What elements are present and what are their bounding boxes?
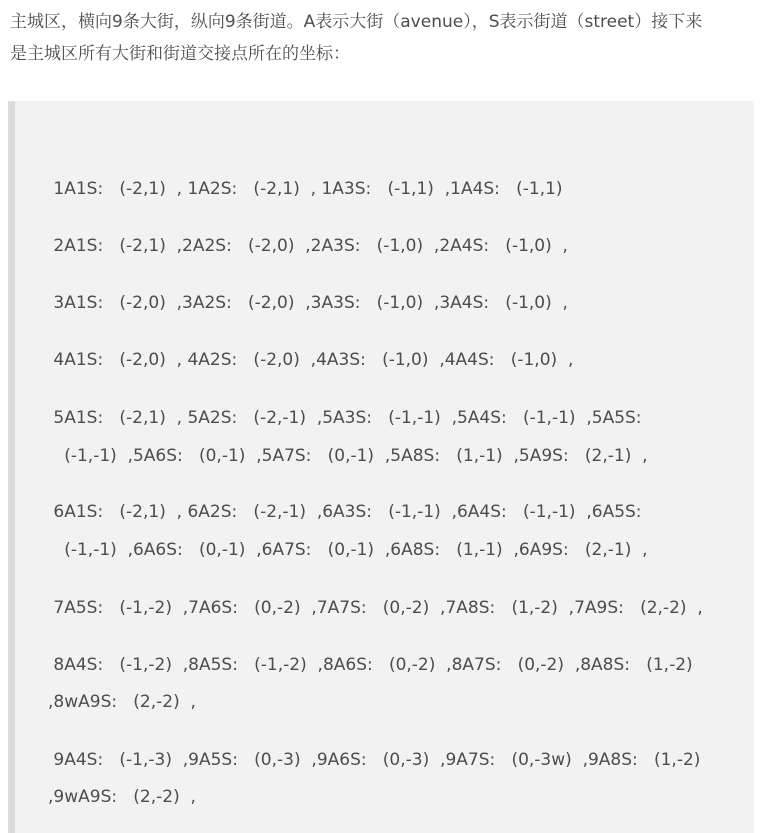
intro-paragraph (10, 6, 758, 70)
intro-line-2: 是主城区所有大街和街道交接点所在的坐标： (10, 44, 350, 64)
coordinate-line: 5A1S: (-2,1) , 5A2S: (-2,-1) ,5A3S: (-1,-1) ,5A4S: (-1,-1) ,5A5S: (48, 408, 642, 428)
coordinate-line: 4A1S: (-2,0) , 4A2S: (-2,0) ,4A3S: (-1,0) ,4A4S: (-1,0) , (48, 350, 574, 370)
coordinate-line: 9A4S: (-1,-3) ,9A5S: (0,-3) ,9A6S: (0,-3) ,9A7S: (0,-3w) ,9A8S: (1,-2) (48, 750, 701, 770)
coordinate-line: 1A1S: (-2,1) , 1A2S: (-2,1) , 1A3S: (-1,1) ,1A4S: (-1,1) (48, 179, 563, 199)
coordinate-line: 7A5S: (-1,-2) ,7A6S: (0,-2) ,7A7S: (0,-2) ,7A8S: (1,-2) ,7A9S: (2,-2) , (48, 598, 703, 618)
coordinate-line: ,8wA9S: (2,-2) , (48, 692, 196, 712)
coordinate-line: 8A4S: (-1,-2) ,8A5S: (-1,-2) ,8A6S: (0,-2) ,8A7S: (0,-2) ,8A8S: (1,-2) (48, 655, 693, 675)
coordinate-line: 3A1S: (-2,0) ,3A2S: (-2,0) ,3A3S: (-1,0) ,3A4S: (-1,0) , (48, 293, 568, 313)
coordinate-line: 6A1S: (-2,1) , 6A2S: (-2,-1) ,6A3S: (-1,-1) ,6A4S: (-1,-1) ,6A5S: (48, 502, 642, 522)
coordinate-line: 2A1S: (-2,1) ,2A2S: (-2,0) ,2A3S: (-1,0) ,2A4S: (-1,0) , (48, 236, 568, 256)
intro-line-1: 主城区，横向9条大街，纵向9条街道。A表示大街（avenue），S表示街道（street）接下来 (10, 12, 703, 32)
coordinate-line: (-1,-1) ,5A6S: (0,-1) ,5A7S: (0,-1) ,5A8S: (1,-1) ,5A9S: (2,-1) , (48, 446, 648, 466)
coordinate-line: ,9wA9S: (2,-2) , (48, 787, 196, 807)
coordinates-code-block (8, 101, 754, 833)
coordinate-line: (-1,-1) ,6A6S: (0,-1) ,6A7S: (0,-1) ,6A8S: (1,-1) ,6A9S: (2,-1) , (48, 540, 648, 560)
